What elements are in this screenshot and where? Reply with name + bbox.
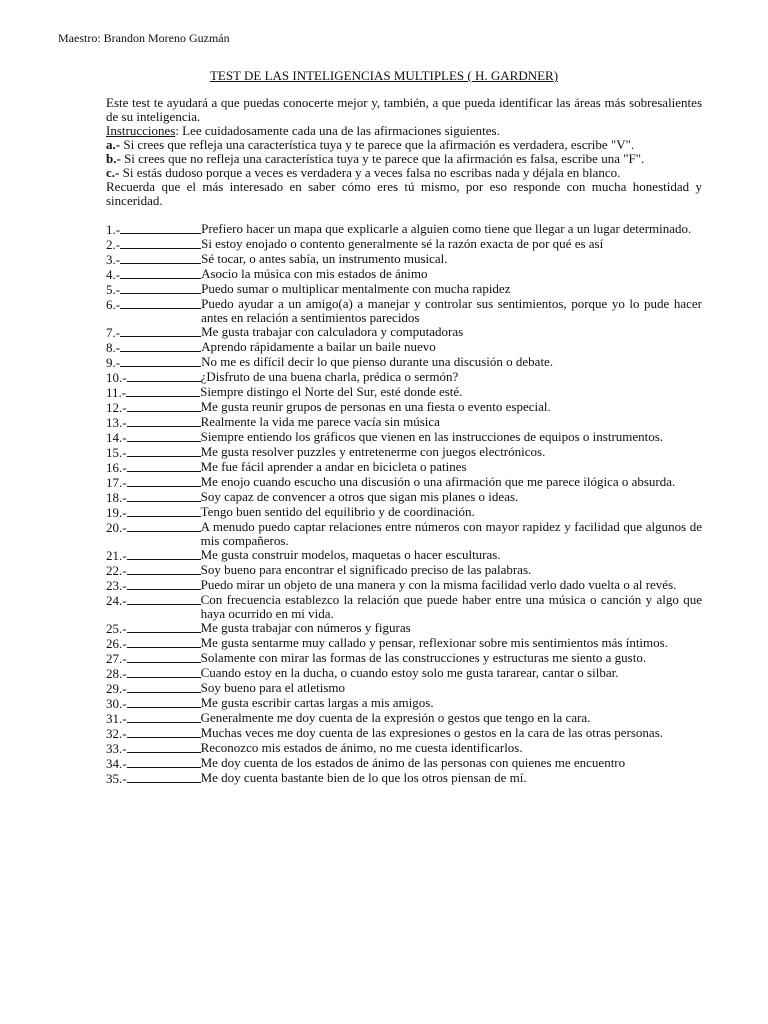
question-text: Generalmente me doy cuenta de la expresión o gestos que tengo en la cara. (200, 710, 591, 725)
question-text: Me gusta construir modelos, maquetas o hacer esculturas. (200, 547, 501, 562)
question-number: 23.- (106, 578, 127, 593)
question-number: 8.- (106, 340, 121, 355)
question-text: Me doy cuenta bastante bien de lo que los otros piensan de mí. (200, 770, 527, 785)
question-text: A menudo puedo captar relaciones entre números con mayor rapidez y facilidad que algunos de mis compañeros. (200, 519, 702, 548)
question-number-wrap (106, 621, 201, 636)
question-number-wrap (106, 297, 201, 312)
question-number: 18.- (106, 490, 127, 505)
answer-blank[interactable] (120, 297, 201, 309)
answer-blank[interactable] (126, 385, 200, 397)
question-number: 6.- (106, 297, 121, 312)
question-item (106, 490, 702, 505)
question-text: Con frecuencia establezco la relación que puede haber entre una música o canción y algo que haya ocurrido en mi vida. (200, 592, 702, 621)
question-number-wrap (106, 636, 201, 651)
teacher-header: Maestro: Brandon Moreno Guzmán (58, 31, 230, 45)
question-number-wrap (106, 222, 201, 237)
instruction-c-text: Si estás dudoso porque a veces es verdadera y a veces falsa no escribas nada y déjala en blanco. (119, 165, 621, 180)
question-item (106, 237, 702, 252)
answer-blank[interactable] (127, 445, 201, 457)
answer-blank[interactable] (127, 578, 201, 590)
question-number: 29.- (106, 681, 127, 696)
question-number: 34.- (106, 756, 127, 771)
question-number: 25.- (106, 621, 127, 636)
question-text: Me gusta trabajar con calculadora y computadoras (201, 324, 464, 339)
answer-blank[interactable] (127, 548, 201, 560)
question-number: 2.- (106, 237, 121, 252)
answer-blank[interactable] (127, 681, 201, 693)
question-text: Me gusta reunir grupos de personas en una fiesta o evento especial. (200, 399, 551, 414)
question-text: Cuando estoy en la ducha, o cuando estoy solo me gusta tararear, cantar o silbar. (200, 665, 619, 680)
question-item (106, 355, 702, 370)
question-number-wrap (106, 385, 200, 400)
answer-blank[interactable] (127, 726, 201, 738)
question-number-wrap (106, 252, 201, 267)
instruction-a (106, 138, 702, 152)
question-number-wrap (106, 771, 201, 786)
question-item (106, 726, 702, 741)
answer-blank[interactable] (127, 741, 201, 753)
question-number: 30.- (106, 696, 127, 711)
question-text: Muchas veces me doy cuenta de las expresiones o gestos en la cara de las otras personas. (200, 725, 664, 740)
question-number-wrap (106, 711, 201, 726)
question-item (106, 460, 702, 475)
question-number-wrap (106, 726, 201, 741)
question-number: 17.- (106, 475, 127, 490)
instruction-b-label: b.- (106, 151, 121, 166)
question-item (106, 593, 702, 621)
answer-blank[interactable] (120, 222, 201, 234)
question-number: 5.- (106, 282, 121, 297)
question-number: 22.- (106, 563, 127, 578)
question-item (106, 651, 702, 666)
question-number: 16.- (106, 460, 127, 475)
answer-blank[interactable] (127, 520, 201, 532)
question-text: Me enojo cuando escucho una discusión o una afirmación que me parece ilógica o absurda. (200, 474, 676, 489)
question-text: Me gusta trabajar con números y figuras (200, 620, 411, 635)
question-number: 33.- (106, 741, 127, 756)
question-number-wrap (106, 370, 201, 385)
question-item (106, 696, 702, 711)
question-number-wrap (106, 741, 201, 756)
question-text: Me doy cuenta de los estados de ánimo de las personas con quienes me encuentro (200, 755, 626, 770)
question-text: Soy bueno para encontrar el significado preciso de las palabras. (200, 562, 532, 577)
question-number-wrap (106, 325, 201, 340)
instruction-b (106, 152, 702, 166)
question-number: 32.- (106, 726, 127, 741)
question-number-wrap (106, 593, 201, 608)
question-item (106, 430, 702, 445)
question-number-wrap (106, 355, 201, 370)
question-number-wrap (106, 696, 201, 711)
question-text: Prefiero hacer un mapa que explicarle a alguien como tiene que llegar a un lugar determinado. (201, 221, 692, 236)
question-number: 3.- (106, 252, 121, 267)
question-number: 10.- (106, 370, 127, 385)
question-number: 7.- (106, 325, 121, 340)
question-number-wrap (106, 460, 201, 475)
question-number: 9.- (106, 355, 121, 370)
question-number-wrap (106, 490, 201, 505)
question-number-wrap (106, 681, 201, 696)
instruction-c (106, 166, 702, 180)
question-item (106, 340, 702, 355)
question-number-wrap (106, 651, 201, 666)
question-item (106, 370, 702, 385)
question-item (106, 445, 702, 460)
question-number: 35.- (106, 771, 127, 786)
instruction-a-text: Si crees que refleja una característica tuya y te parece que la afirmación es verdadera, escribe "V". (120, 137, 635, 152)
instruction-c-label: c.- (106, 165, 120, 180)
answer-blank[interactable] (127, 430, 201, 442)
question-number-wrap (106, 237, 201, 252)
question-item (106, 282, 702, 297)
instructions-text: : Lee cuidadosamente cada una de las afirmaciones siguientes. (175, 123, 500, 138)
question-item (106, 548, 702, 563)
answer-blank[interactable] (127, 756, 201, 768)
question-text: No me es difícil decir lo que pienso durante una discusión o debate. (201, 354, 554, 369)
question-item (106, 756, 702, 771)
answer-blank[interactable] (120, 340, 201, 352)
question-text: Si estoy enojado o contento generalmente sé la razón exacta de por qué es así (201, 236, 604, 251)
question-text: Me fue fácil aprender a andar en bicicleta o patines (200, 459, 467, 474)
answer-blank[interactable] (127, 593, 201, 605)
closing-paragraph: Recuerda que el más interesado en saber cómo eres tú mismo, por eso responde con mucha honestidad y sinceridad. (106, 179, 702, 208)
question-item (106, 267, 702, 282)
answer-blank[interactable] (120, 237, 201, 249)
question-item (106, 297, 702, 325)
question-item (106, 711, 702, 726)
answer-blank[interactable] (120, 325, 201, 337)
question-item (106, 505, 702, 520)
question-text: Puedo sumar o multiplicar mentalmente con mucha rapidez (201, 281, 511, 296)
question-number: 11.- (106, 385, 127, 400)
question-text: Me gusta sentarme muy callado y pensar, reflexionar sobre mis sentimientos más íntimos. (200, 635, 668, 650)
instructions-label: Instrucciones (106, 123, 176, 138)
question-item (106, 385, 702, 400)
question-text: Puedo mirar un objeto de una manera y con la misma facilidad verlo dado vuelta o al revés. (200, 577, 677, 592)
question-text: Me gusta escribir cartas largas a mis amigos. (200, 695, 434, 710)
answer-blank[interactable] (127, 490, 201, 502)
question-number-wrap (106, 267, 201, 282)
question-number: 13.- (106, 415, 127, 430)
question-number: 26.- (106, 636, 127, 651)
question-text: Tengo buen sentido del equilibrio y de coordinación. (200, 504, 475, 519)
answer-blank[interactable] (127, 415, 201, 427)
question-number-wrap (106, 282, 201, 297)
question-text: Soy capaz de convencer a otros que sigan mis planes o ideas. (200, 489, 519, 504)
answer-blank[interactable] (127, 696, 201, 708)
question-text: Siempre entiendo los gráficos que vienen en las instrucciones de equipos o instrumentos. (200, 429, 664, 444)
question-text: Sé tocar, o antes sabía, un instrumento musical. (201, 251, 448, 266)
question-item (106, 741, 702, 756)
question-list (106, 222, 702, 786)
answer-blank[interactable] (127, 636, 201, 648)
question-number: 1.- (106, 222, 121, 237)
question-number: 31.- (106, 711, 127, 726)
question-text: Puedo ayudar a un amigo(a) a manejar y controlar sus sentimientos, porque yo lo pude hacer antes en relación a sentimientos parecidos (201, 296, 702, 325)
question-number: 20.- (106, 520, 127, 535)
answer-blank[interactable] (127, 505, 201, 517)
question-number: 15.- (106, 445, 127, 460)
question-item (106, 771, 702, 786)
question-text: Asocio la música con mis estados de ánimo (201, 266, 428, 281)
question-number-wrap (106, 666, 201, 681)
question-item (106, 475, 702, 490)
instruction-b-text: Si crees que no refleja una característica tuya y te parece que la afirmación es falsa, escribe una "F". (120, 151, 645, 166)
answer-blank[interactable] (120, 355, 201, 367)
question-number-wrap (106, 430, 201, 445)
answer-blank[interactable] (120, 282, 201, 294)
answer-blank[interactable] (127, 771, 201, 783)
question-number-wrap (106, 415, 201, 430)
document-title: TEST DE LAS INTELIGENCIAS MULTIPLES ( H. GARDNER) (209, 68, 559, 83)
question-number-wrap (106, 475, 201, 490)
question-item (106, 621, 702, 636)
answer-blank[interactable] (127, 460, 201, 472)
question-number-wrap (106, 400, 201, 415)
question-item (106, 578, 702, 593)
question-item (106, 563, 702, 578)
question-item (106, 666, 702, 681)
instruction-a-label: a.- (106, 137, 121, 152)
question-number: 12.- (106, 400, 127, 415)
answer-blank[interactable] (127, 651, 201, 663)
question-number-wrap (106, 445, 201, 460)
question-item (106, 222, 702, 237)
answer-blank[interactable] (127, 563, 201, 575)
question-text: Me gusta resolver puzzles y entretenerme con juegos electrónicos. (200, 444, 546, 459)
question-text: Soy bueno para el atletismo (200, 680, 346, 695)
question-text: Solamente con mirar las formas de las construcciones y estructuras me siento a gusto. (200, 650, 647, 665)
section-spacer (106, 208, 702, 222)
question-text: Reconozco mis estados de ánimo, no me cuesta identificarlos. (200, 740, 523, 755)
question-number-wrap (106, 520, 201, 535)
question-item (106, 415, 702, 430)
question-text: ¿Disfruto de una buena charla, prédica o sermón? (200, 369, 459, 384)
question-item (106, 325, 702, 340)
answer-blank[interactable] (127, 475, 201, 487)
answer-blank[interactable] (127, 370, 201, 382)
document-body (106, 96, 702, 786)
question-item (106, 252, 702, 267)
question-number: 21.- (106, 548, 127, 563)
question-number: 24.- (106, 593, 127, 608)
question-item (106, 636, 702, 651)
question-text: Realmente la vida me parece vacía sin música (200, 414, 440, 429)
answer-blank[interactable] (120, 252, 201, 264)
question-number: 4.- (106, 267, 121, 282)
question-item (106, 400, 702, 415)
answer-blank[interactable] (127, 400, 201, 412)
instructions-line (106, 124, 702, 138)
question-item (106, 520, 702, 548)
question-number-wrap (106, 340, 201, 355)
question-number-wrap (106, 578, 201, 593)
answer-blank[interactable] (120, 267, 201, 279)
question-number: 27.- (106, 651, 127, 666)
question-number: 19.- (106, 505, 127, 520)
question-number-wrap (106, 548, 201, 563)
answer-blank[interactable] (127, 711, 201, 723)
question-number: 28.- (106, 666, 127, 681)
answer-blank[interactable] (127, 666, 201, 678)
question-number: 14.- (106, 430, 127, 445)
question-text: Siempre distingo el Norte del Sur, esté donde esté. (200, 384, 463, 399)
question-number-wrap (106, 505, 201, 520)
answer-blank[interactable] (127, 621, 201, 633)
question-number-wrap (106, 756, 201, 771)
question-item (106, 681, 702, 696)
question-number-wrap (106, 563, 201, 578)
question-text: Aprendo rápidamente a bailar un baile nuevo (201, 339, 436, 354)
intro-paragraph: Este test te ayudará a que puedas conocerte mejor y, también, a que pueda identificar las áreas más sobresalientes de su inteligencia. (106, 95, 702, 124)
